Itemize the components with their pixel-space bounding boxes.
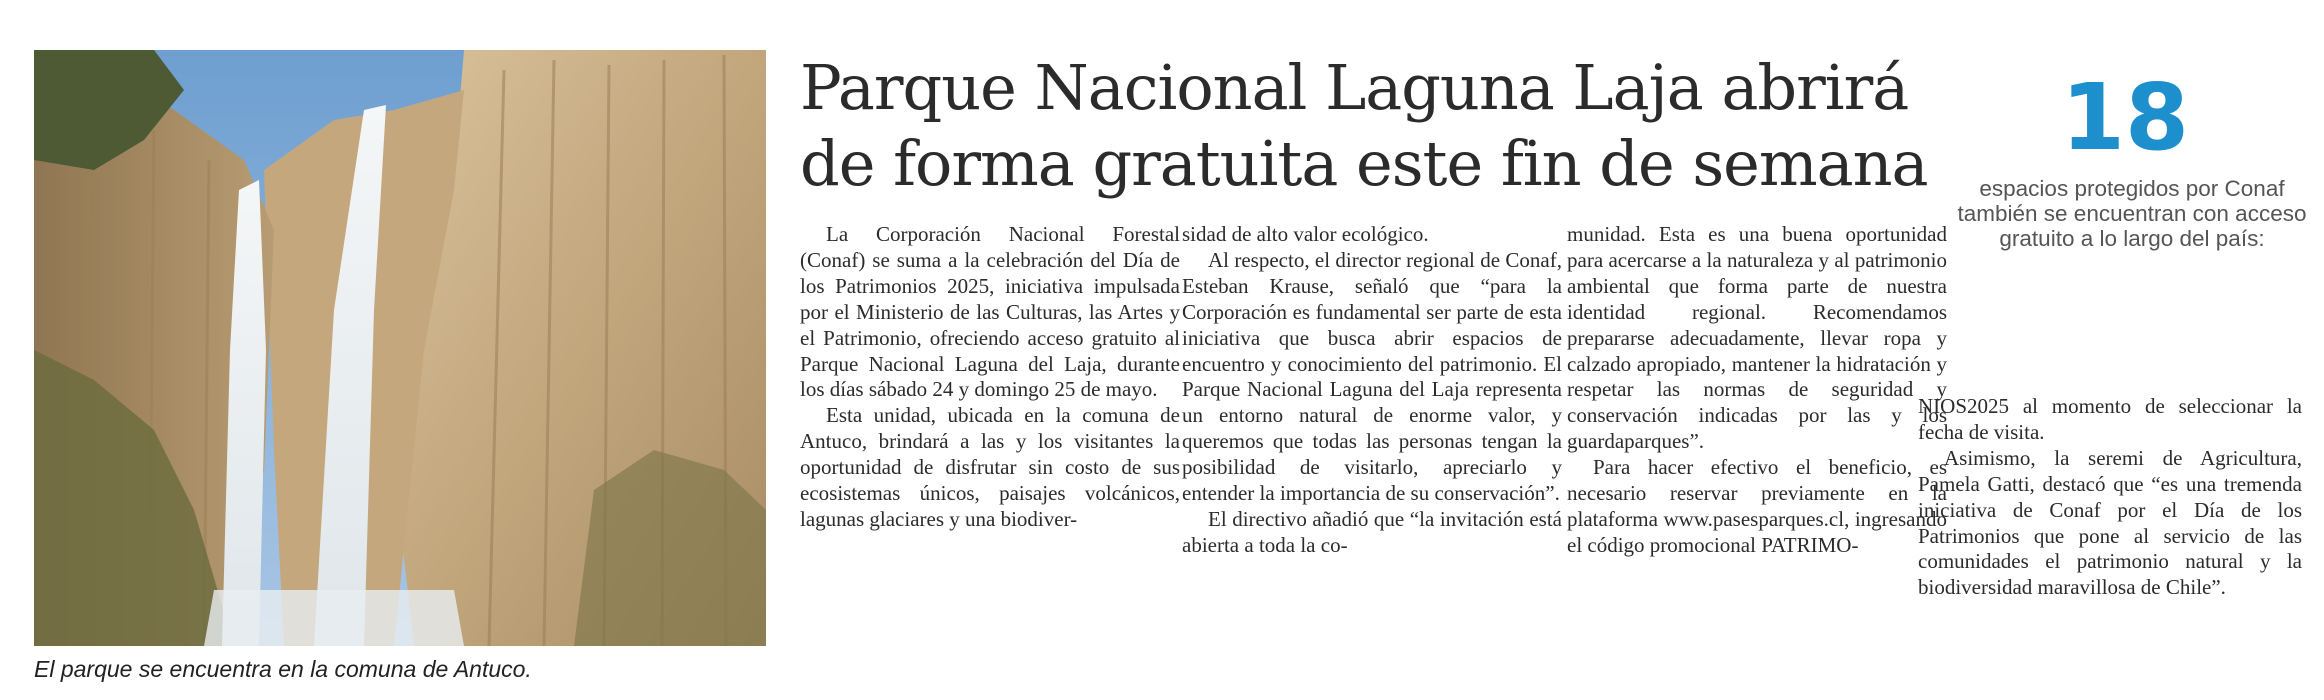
- stat-number: 18: [2060, 64, 2190, 171]
- paragraph: La Corporación Nacional Forestal (Conaf) se suma a la celebración del Día de los Patrimonios 2025, iniciativa impulsada por el Ministerio de las Culturas, las Artes y el Patrimonio, ofreciendo acceso gratuito al Parque Nacional Laguna del Laja, durante los días sábado 24 y domingo 25 de mayo.: [800, 222, 1180, 402]
- headline: [800, 50, 1930, 202]
- photo-caption: El parque se encuentra en la comuna de Antuco.: [34, 656, 532, 682]
- headline-line-1: Parque Nacional Laguna Laja abrirá: [800, 51, 1909, 124]
- article-column-3: [1567, 222, 1947, 559]
- article-column-4: [1918, 394, 2302, 601]
- paragraph: Asimismo, la seremi de Agricultura, Pamela Gatti, destacó que “es una tremenda iniciativa de Conaf por el Día de los Patrimonios que pone al servicio de las comunidades el patrimonio natural y la biodiversidad maravillosa de Chile”.: [1918, 445, 2302, 600]
- paragraph: NIOS2025 al momento de seleccionar la fecha de visita.: [1918, 394, 2302, 444]
- article-column-1: [800, 222, 1180, 533]
- paragraph: Para hacer efectivo el beneficio, es necesario reservar previamente en la plataforma www.pasesparques.cl, ingresando el código promocional PATRIMO-: [1567, 455, 1947, 557]
- paragraph: El directivo añadió que “la invitación está abierta a toda la co-: [1182, 506, 1562, 557]
- waterfall-image: [34, 50, 766, 646]
- paragraph: Esta unidad, ubicada en la comuna de Antuco, brindará a las y los visitantes la oportunidad de disfrutar sin costo de sus ecosistemas únicos, paisajes volcánicos, lagunas glaciares y una biodiver-: [800, 403, 1180, 531]
- stat-description: espacios protegidos por Conaf también se encuentran con acceso gratuito a lo largo del país:: [1957, 176, 2307, 251]
- paragraph: munidad. Esta es una buena oportunidad para acercarse a la naturaleza y al patrimonio ambiental que forma parte de nuestra identidad regional. Recomendamos prepararse adecuadamente, llevar ropa y calzado apropiado, mantener la hidratación y respetar las normas de seguridad y conservación indicadas por las y los guardaparques”.: [1567, 222, 1947, 454]
- paragraph: sidad de alto valor ecológico.: [1182, 222, 1429, 246]
- article-column-2: [1182, 222, 1562, 559]
- headline-line-2: de forma gratuita este fin de semana: [800, 127, 1928, 200]
- waterfall-photo: [34, 50, 766, 646]
- paragraph: Al respecto, el director regional de Conaf, Esteban Krause, señaló que “para la Corporación es fundamental ser parte de esta iniciativa que busca abrir espacios de encuentro y conocimiento del patrimonio. El Parque Nacional Laguna del Laja representa un entorno natural de enorme valor, y queremos que todas las personas tengan la posibilidad de visitarlo, apreciarlo y entender la importancia de su conservación”.: [1182, 247, 1562, 506]
